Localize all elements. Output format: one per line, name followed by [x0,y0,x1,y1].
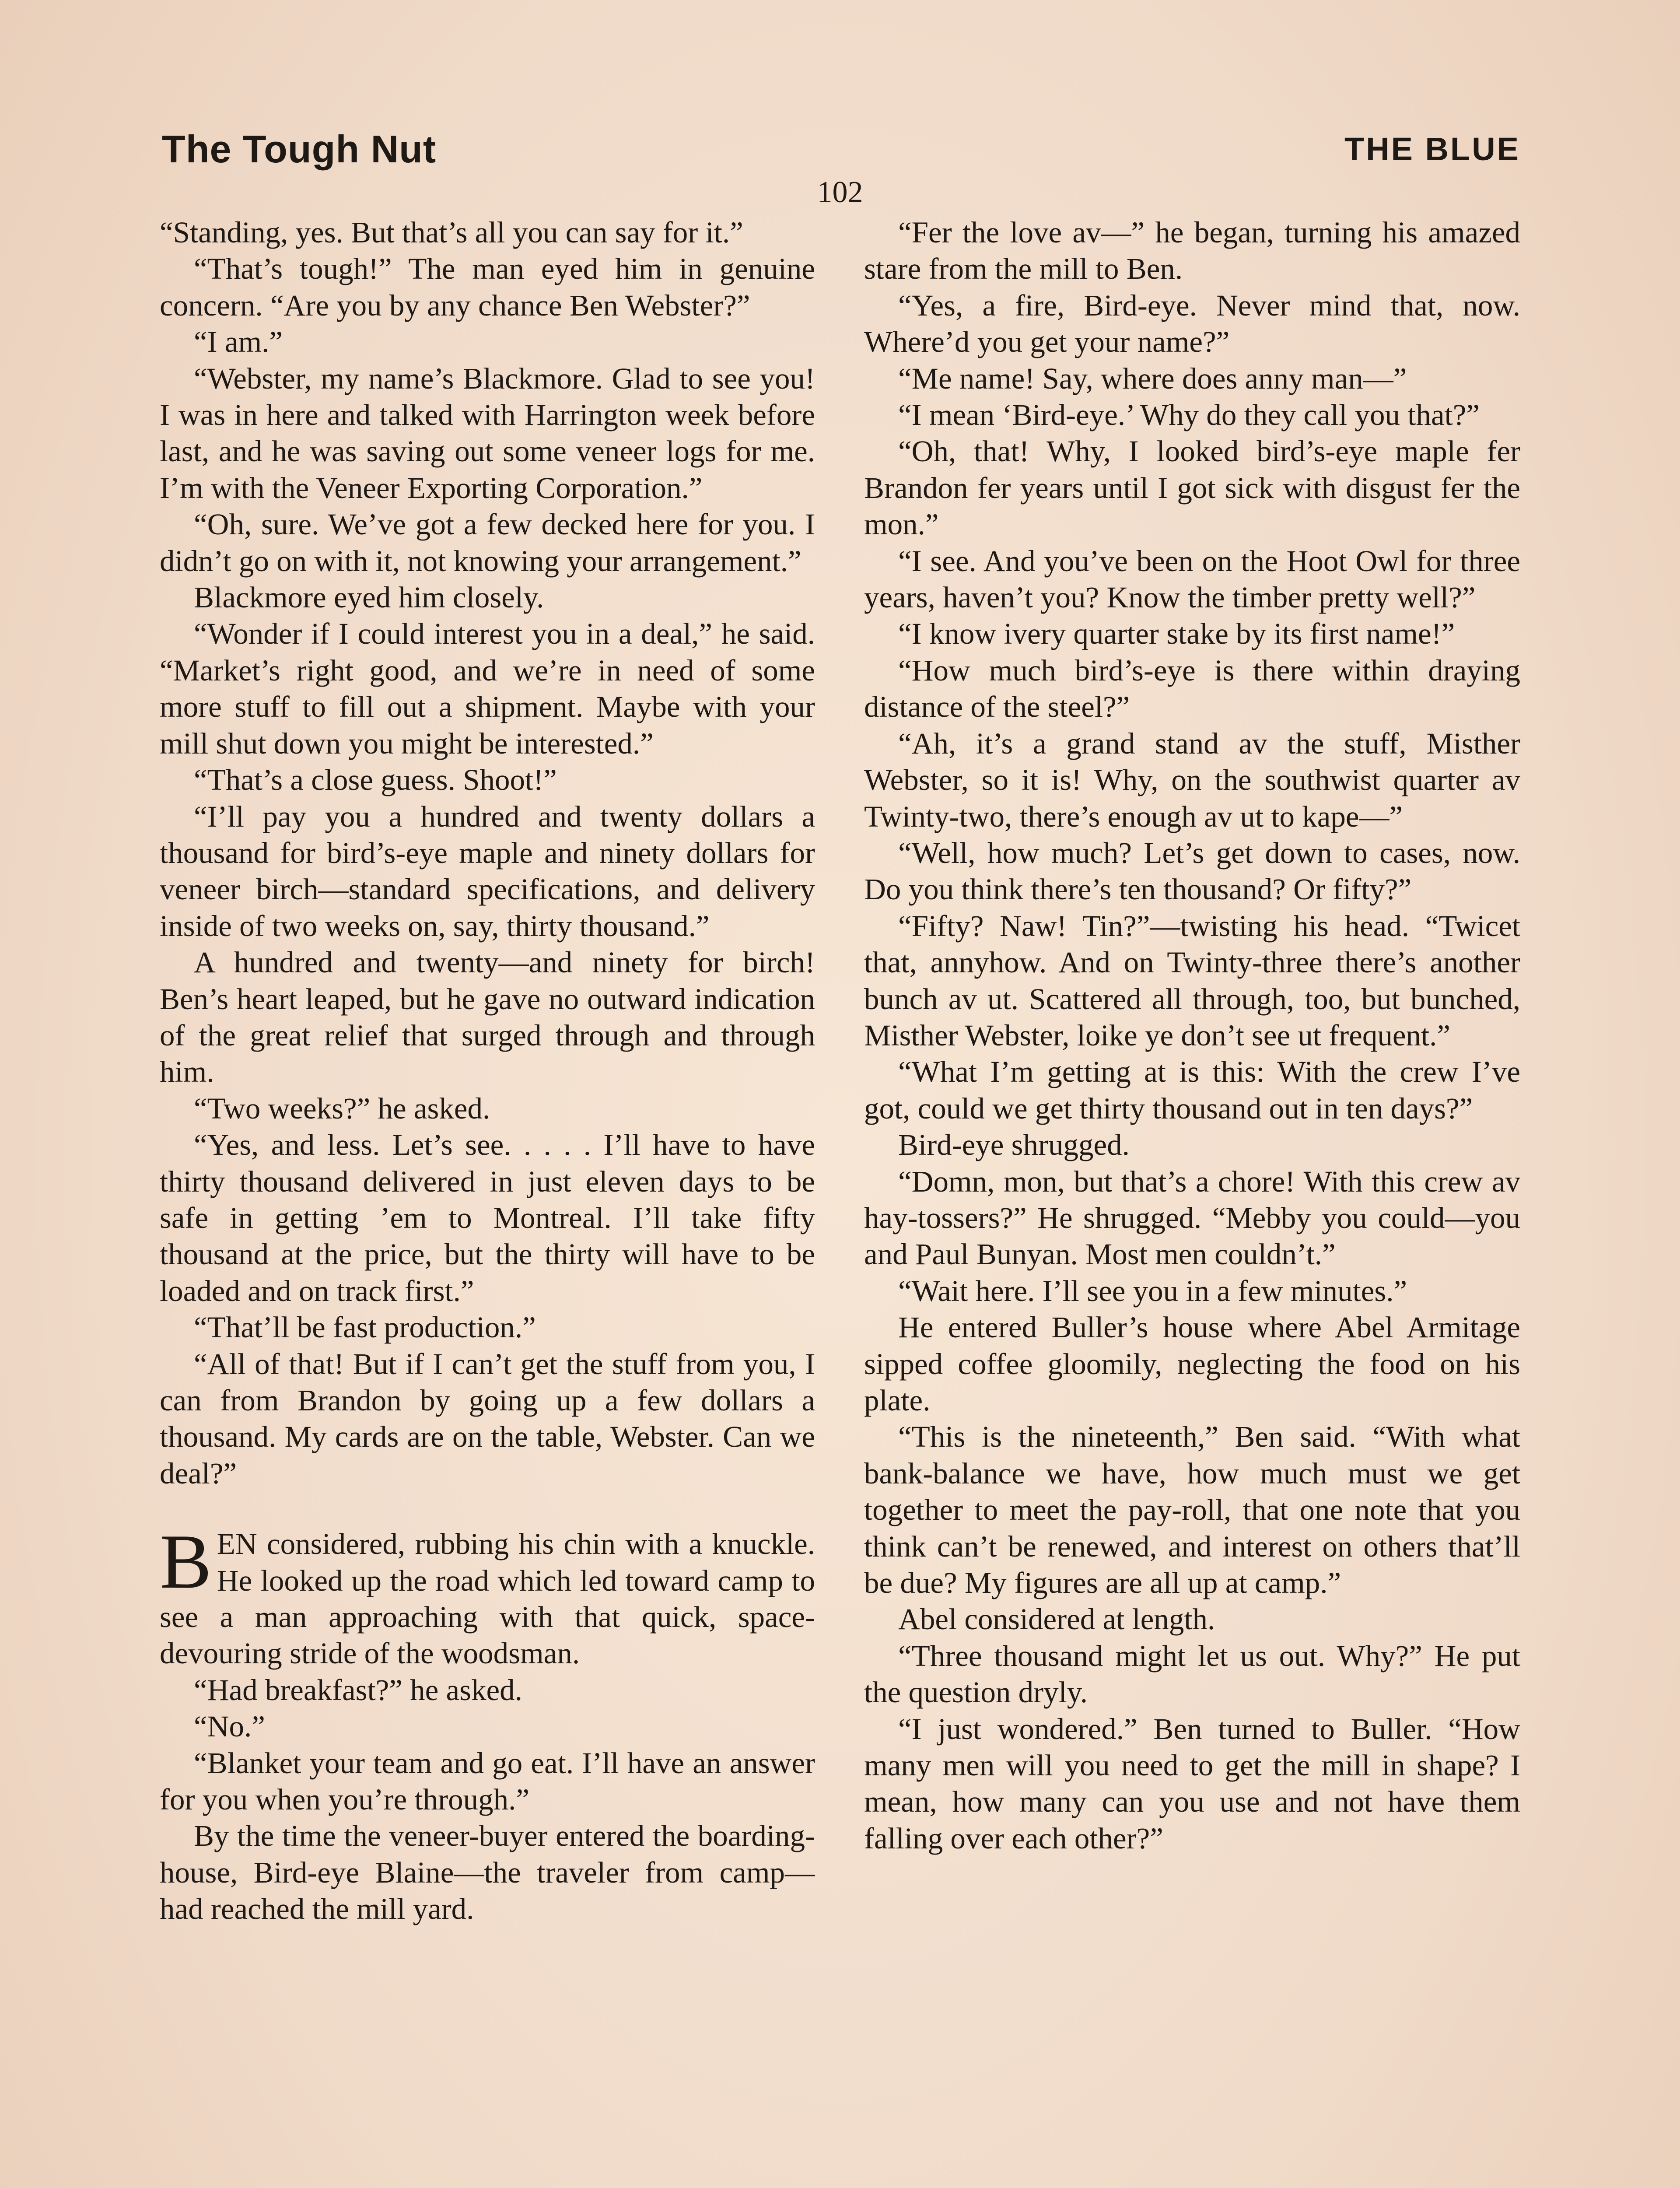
paragraph: “Yes, and less. Let’s see. . . . . I’ll have to have thirty thousand delivered in just eleven days to be safe in getting ’em to Montreal. I’ll take fifty thousand at the price, but the thirty will have to be loaded and on track first.” [160,1128,815,1308]
paragraph: “Blanket your team and go eat. I’ll have an answer for you when you’re through.” [160,1746,815,1816]
paragraph: Abel considered at length. [898,1602,1215,1636]
paragraph: “Three thousand might let us out. Why?” He put the question dryly. [864,1639,1520,1709]
paragraph: “That’ll be fast production.” [194,1311,536,1344]
drop-cap: B [160,1518,212,1605]
paragraph: “Domn, mon, but that’s a chore! With this crew av hay-tossers?” He shrugged. “Mebby you could—you and Paul Bunyan. Most men couldn’t.” [864,1164,1520,1271]
paragraph: Bird-eye shrugged. [898,1128,1130,1162]
paragraph: “I am.” [194,325,283,359]
paragraph: “Fifty? Naw! Tin?”—twisting his head. “Twicet that, annyhow. And on Twinty-three there’s another bunch av ut. Scattered all through, too, but bunched, Misther Webster, loike ye don’t see ut frequent.” [864,909,1520,1052]
paragraph: “Wonder if I could interest you in a deal,” he said. “Market’s right good, and we’re in need of some more stuff to fill out a shipment. Maybe with your mill shut down you might be interested.” [160,617,815,760]
paragraph: “Standing, yes. But that’s all you can say for it.” [160,216,743,249]
right-text-column [864,214,1520,2188]
paragraph: “Two weeks?” he asked. [194,1091,490,1125]
paragraph: “All of that! But if I can’t get the stuff from you, I can from Brandon by going up a few dollars a thousand. My cards are on the table, Webster. Can we deal?” [160,1347,815,1490]
paragraph: “That’s tough!” The man eyed him in genuine concern. “Are you by any chance Ben Webster?” [160,252,815,322]
paragraph: “I just wondered.” Ben turned to Buller. “How many men will you need to get the mill in shape? I mean, how many can you use and not have them falling over each other?” [864,1712,1520,1855]
paragraph: “Yes, a fire, Bird-eye. Never mind that, now. Where’d you get your name?” [864,288,1520,359]
paragraph: “I know ivery quarter stake by its first name!” [898,617,1455,651]
paragraph: “How much bird’s-eye is there within draying distance of the steel?” [864,653,1520,724]
paragraph: “Oh, that! Why, I looked bird’s-eye maple fer Brandon fer years until I got sick with disgust fer the mon.” [864,435,1520,541]
paragraph: “Had breakfast?” he asked. [194,1673,522,1707]
paragraph: “Oh, sure. We’ve got a few decked here for you. I didn’t go on with it, not knowing your arrangement.” [160,508,815,578]
paragraph: “Fer the love av—” he began, turning his amazed stare from the mill to Ben. [864,216,1520,286]
paragraph: “I mean ‘Bird-eye.’ Why do they call you that?” [898,398,1480,432]
paragraph: “I’ll pay you a hundred and twenty dollars a thousand for bird’s-eye maple and ninety dollars for veneer birch—standard specifications, and delivery inside of two weeks on, say, thirty thousand.” [160,799,815,943]
paragraph: “Ah, it’s a grand stand av the stuff, Misther Webster, so it is! Why, on the southwist quarter av Twinty-two, there’s enough av ut to kape—” [864,726,1520,833]
paragraph: He entered Buller’s house where Abel Armitage sipped coffee gloomily, neglecting the food on his plate. [864,1311,1520,1417]
paragraph: “That’s a close guess. Shoot!” [194,763,557,797]
paragraph: “Wait here. I’ll see you in a few minutes.” [898,1274,1407,1308]
left-text-column [160,214,815,2188]
paragraph: “What I’m getting at is this: With the crew I’ve got, could we get thirty thousand out in ten days?” [864,1055,1520,1125]
paragraph: “Me name! Say, where does anny man—” [898,361,1407,395]
paragraph: By the time the veneer-buyer entered the boarding-house, Bird-eye Blaine—the traveler from camp—had reached the mill yard. [160,1819,815,1926]
paragraph: “No.” [194,1710,265,1743]
running-title-left: The Tough Nut [162,127,437,171]
paragraph: “I see. And you’ve been on the Hoot Owl for three years, haven’t you? Know the timber pretty well?” [864,544,1520,614]
section-opening-paragraph [160,1518,815,1672]
paragraph: “Well, how much? Let’s get down to cases, now. Do you think there’s ten thousand? Or fifty?” [864,836,1520,906]
paragraph: “Webster, my name’s Blackmore. Glad to see you! I was in here and talked with Harrington week before last, and he was saving out some veneer logs for me. I’m with the Veneer Exporting Corporation.” [160,361,815,505]
drop-cap-paragraph-text: EN considered, rubbing his chin with a knuckle. He looked up the road which led toward camp to see a man approaching with that quick, space-devouring stride of the woodsman. [160,1527,815,1670]
paragraph: A hundred and twenty—and ninety for birch! Ben’s heart leaped, but he gave no outward indication of the great relief that surged through and through him. [160,946,815,1089]
page-number: 102 [817,175,863,209]
paragraph: “This is the nineteenth,” Ben said. “With what bank-balance we have, how much must we get together to meet the pay-roll, that one note that you think can’t be renewed, and interest on others that’ll be due? My figures are all up at camp.” [864,1420,1520,1600]
paragraph: Blackmore eyed him closely. [194,581,544,614]
running-title-right: THE BLUE [1344,131,1520,167]
